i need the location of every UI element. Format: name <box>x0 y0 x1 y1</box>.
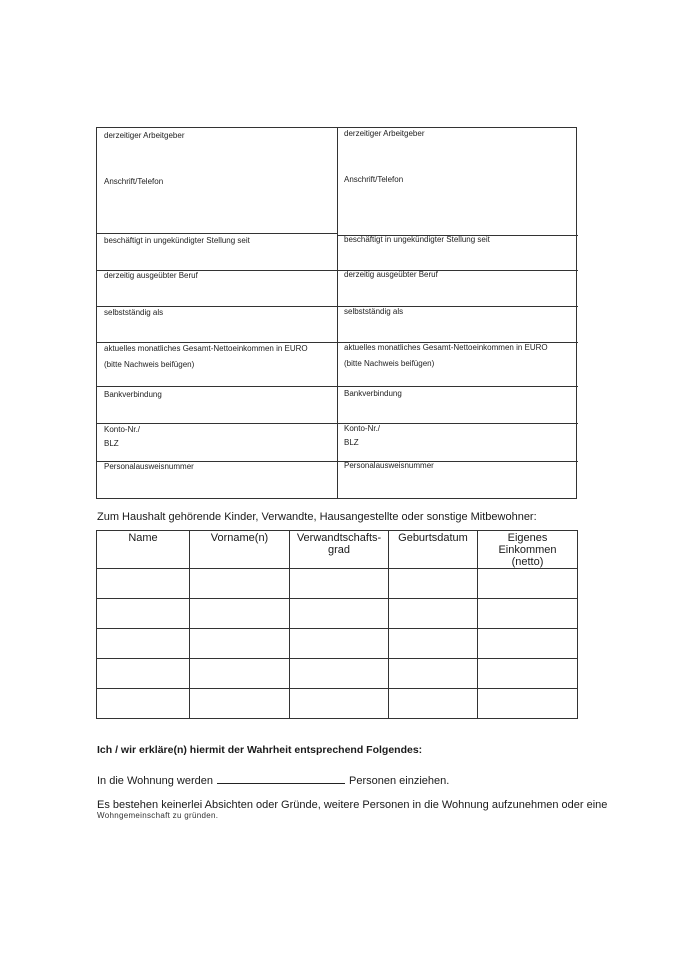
self-employed-label: selbstständig als <box>104 308 164 317</box>
table-cell[interactable] <box>290 599 389 629</box>
declaration-text-continued: Wohngemeinschaft zu gründen. <box>97 811 219 820</box>
blz-label: BLZ <box>104 439 119 448</box>
column-divider <box>337 128 338 498</box>
employer-label: derzeitiger Arbeitgeber <box>344 129 425 138</box>
table-row <box>97 689 578 719</box>
employment-form <box>96 127 577 499</box>
income-label: aktuelles monatliches Gesamt-Nettoeinkommen in EURO <box>344 343 548 352</box>
declaration-text: Es bestehen keinerlei Absichten oder Gründe, weitere Personen in die Wohnung aufzunehmen oder eine <box>97 799 608 811</box>
id-number-label: Personalausweisnummer <box>104 462 194 471</box>
declaration-heading: Ich / wir erkläre(n) hiermit der Wahrheit entsprechend Folgendes: <box>97 744 423 756</box>
account-label: Konto-Nr./ <box>344 424 381 433</box>
header-vorname: Vorname(n) <box>190 531 290 569</box>
people-suffix: Personen einziehen. <box>349 775 450 787</box>
employer-label: derzeitiger Arbeitgeber <box>104 131 185 140</box>
table-cell[interactable] <box>478 599 578 629</box>
table-cell[interactable] <box>290 569 389 599</box>
income-note: (bitte Nachweis beifügen) <box>104 360 195 369</box>
people-count-blank[interactable] <box>217 773 345 784</box>
income-note: (bitte Nachweis beifügen) <box>344 359 435 368</box>
address-label: Anschrift/Telefon <box>104 177 164 186</box>
household-table <box>96 530 578 719</box>
table-row <box>97 659 578 689</box>
table-cell[interactable] <box>97 629 190 659</box>
table-cell[interactable] <box>478 569 578 599</box>
header-einkommen: Eigenes Einkommen (netto) <box>478 531 578 569</box>
table-cell[interactable] <box>290 629 389 659</box>
table-cell[interactable] <box>97 689 190 719</box>
household-intro: Zum Haushalt gehörende Kinder, Verwandte, Hausangestellte oder sonstige Mitbewohner: <box>97 511 537 523</box>
table-header-row <box>97 531 578 569</box>
table-cell[interactable] <box>190 569 290 599</box>
employed-since-label: beschäftigt in ungekündigter Stellung seit <box>344 235 490 244</box>
table-cell[interactable] <box>389 569 478 599</box>
table-cell[interactable] <box>389 599 478 629</box>
table-cell[interactable] <box>290 659 389 689</box>
address-label: Anschrift/Telefon <box>344 175 404 184</box>
table-cell[interactable] <box>389 689 478 719</box>
self-employed-label: selbstständig als <box>344 307 404 316</box>
id-number-label: Personalausweisnummer <box>344 461 434 470</box>
table-cell[interactable] <box>190 629 290 659</box>
table-row <box>97 599 578 629</box>
people-count-line <box>97 773 449 787</box>
blz-label: BLZ <box>344 438 359 447</box>
table-cell[interactable] <box>190 599 290 629</box>
table-cell[interactable] <box>97 659 190 689</box>
table-cell[interactable] <box>478 659 578 689</box>
header-geburtsdatum: Geburtsdatum <box>389 531 478 569</box>
bank-label: Bankverbindung <box>104 390 162 399</box>
table-cell[interactable] <box>389 659 478 689</box>
table-row <box>97 569 578 599</box>
profession-label: derzeitig ausgeübter Beruf <box>344 270 438 279</box>
table-cell[interactable] <box>290 689 389 719</box>
row-line <box>97 306 578 307</box>
bank-label: Bankverbindung <box>344 389 402 398</box>
row-line <box>97 423 578 424</box>
employed-since-label: beschäftigt in ungekündigter Stellung seit <box>104 236 250 245</box>
table-cell[interactable] <box>97 569 190 599</box>
account-label: Konto-Nr./ <box>104 425 141 434</box>
row-line <box>97 233 338 234</box>
table-cell[interactable] <box>190 659 290 689</box>
table-cell[interactable] <box>97 599 190 629</box>
table-row <box>97 629 578 659</box>
header-name: Name <box>97 531 190 569</box>
income-label: aktuelles monatliches Gesamt-Nettoeinkommen in EURO <box>104 344 308 353</box>
table-cell[interactable] <box>190 689 290 719</box>
table-cell[interactable] <box>389 629 478 659</box>
profession-label: derzeitig ausgeübter Beruf <box>104 271 198 280</box>
row-line <box>97 386 578 387</box>
people-prefix: In die Wohnung werden <box>97 775 213 787</box>
table-cell[interactable] <box>478 629 578 659</box>
table-cell[interactable] <box>478 689 578 719</box>
header-verwandtschaftsgrad: Verwandtschafts- grad <box>290 531 389 569</box>
